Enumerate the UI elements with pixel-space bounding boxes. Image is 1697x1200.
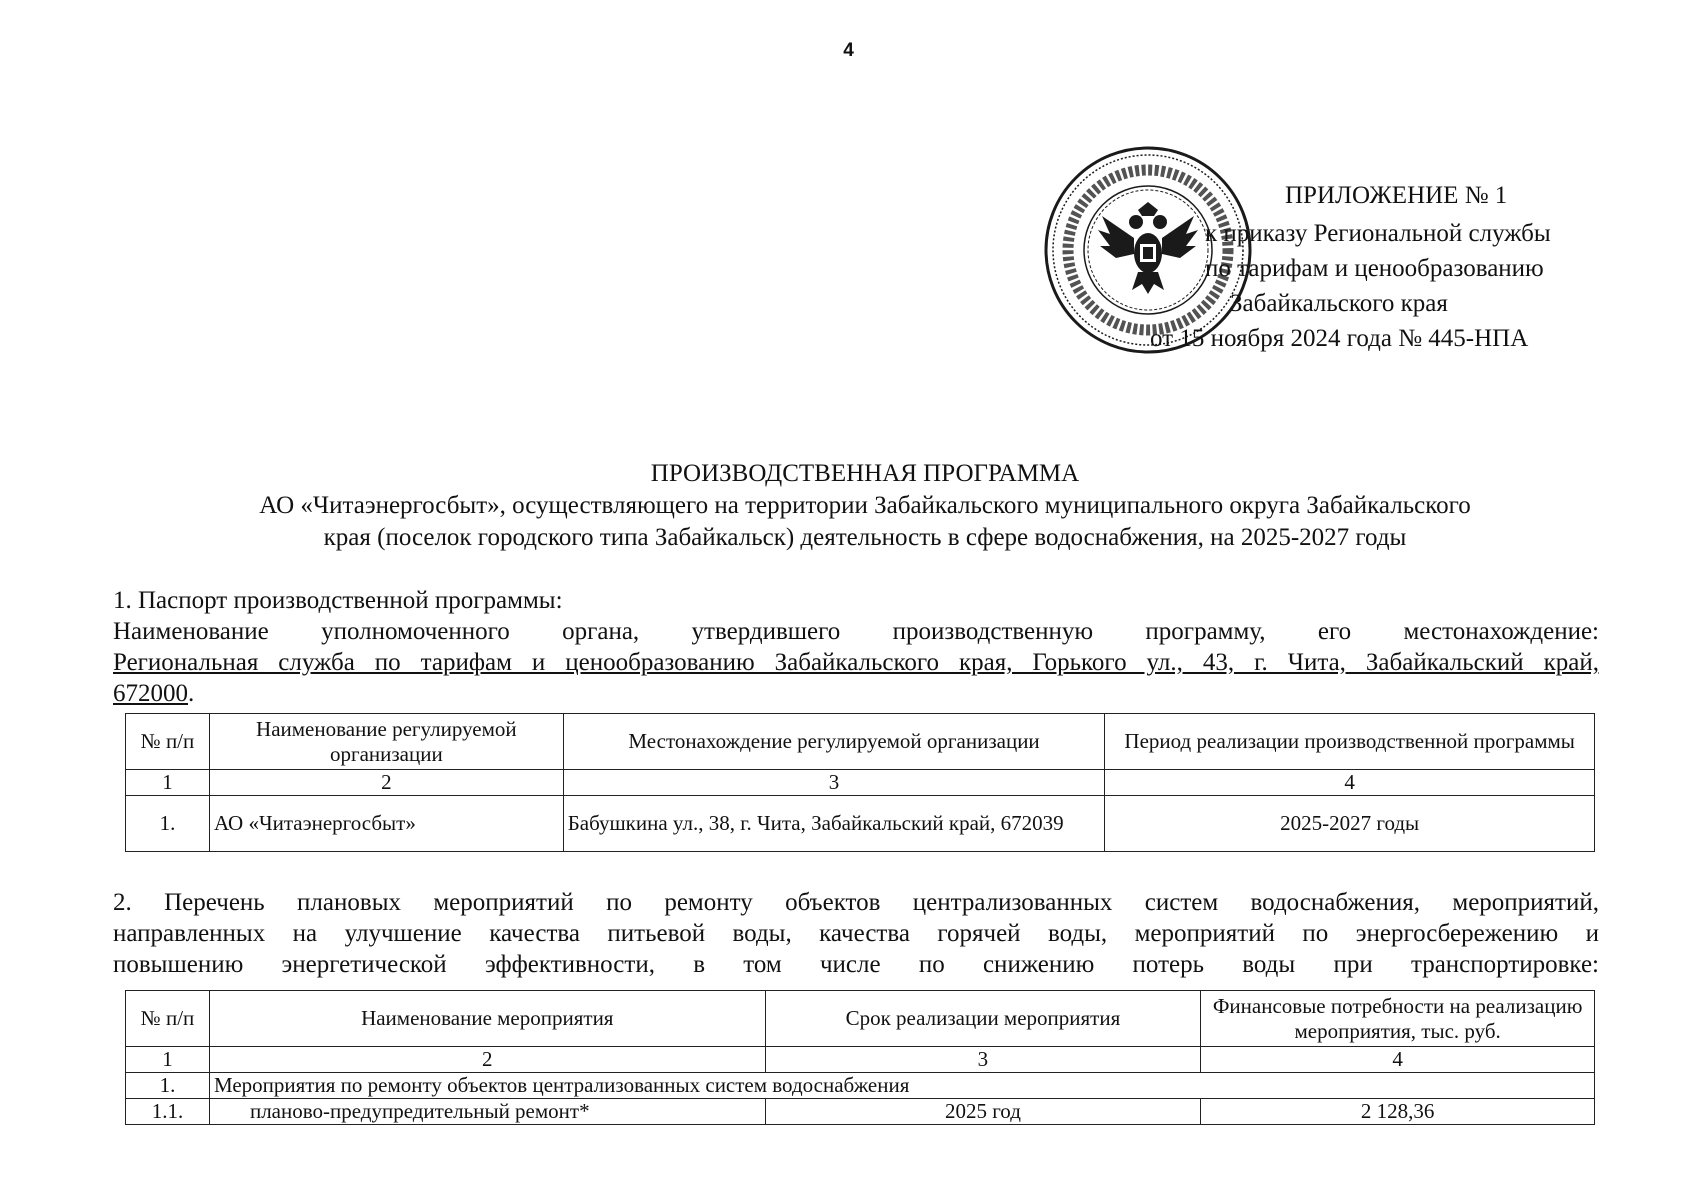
- table-numbering-row: [126, 770, 1595, 796]
- table-cell: 3: [563, 770, 1105, 796]
- authority-line-1: Региональная служба по тарифам и ценообразованию Забайкальского края, Горького ул., 43, г. Чита, Забайкальский край,: [113, 649, 1599, 676]
- table-cell: Бабушкина ул., 38, г. Чита, Забайкальский край, 672039: [563, 796, 1105, 852]
- table-numbering-row: [126, 1047, 1595, 1073]
- table-cell: 2: [209, 770, 563, 796]
- authority-line-2: 672000: [113, 680, 188, 707]
- heading-title: ПРОИЗВОДСТВЕННАЯ ПРОГРАММА: [650, 460, 1080, 487]
- table-cell: АО «Читаэнергосбыт»: [209, 796, 563, 852]
- appendix-line-1: к приказу Региональной службы: [1205, 220, 1551, 247]
- appendix-block: [1150, 178, 1650, 356]
- document-heading: [120, 458, 1610, 554]
- table-header-row: [126, 714, 1595, 770]
- section-1-title: 1. Паспорт производственной программы:: [113, 587, 563, 614]
- table-cell: 2025-2027 годы: [1105, 796, 1595, 852]
- table-group-row: [126, 1073, 1595, 1099]
- table-header-cell: Наименование регулируемой организации: [209, 714, 563, 770]
- measures-table: [125, 990, 1595, 1125]
- page-number: 4: [843, 40, 854, 61]
- appendix-line-3: Забайкальского края: [1230, 290, 1448, 317]
- section-2-line-3: повышению энергетической эффективности, в том числе по снижению потерь воды при транспортировке:: [113, 951, 1599, 978]
- appendix-title: ПРИЛОЖЕНИЕ № 1: [1285, 182, 1508, 209]
- table-cell: 2: [209, 1047, 765, 1073]
- table-cell: 2025 год: [765, 1099, 1201, 1125]
- section-2-line-2: направленных на улучшение качества питьевой воды, качества горячей воды, мероприятий по энергосбережению и: [113, 920, 1599, 947]
- table-header-cell: № п/п: [126, 991, 210, 1047]
- appendix-line-2: по тарифам и ценообразованию: [1205, 255, 1544, 282]
- table-cell: 4: [1105, 770, 1595, 796]
- table-header-cell: Срок реализации мероприятия: [765, 991, 1201, 1047]
- table-row: [126, 1099, 1595, 1125]
- appendix-line-4: от 15 ноября 2024 года № 445-НПА: [1150, 325, 1529, 352]
- table-header-cell: Местонахождение регулируемой организации: [563, 714, 1105, 770]
- table-cell: 4: [1201, 1047, 1595, 1073]
- table-row: [126, 796, 1595, 852]
- passport-table: [125, 713, 1595, 852]
- table-cell: 1.1.: [126, 1099, 210, 1125]
- table-header-cell: Период реализации производственной программы: [1105, 714, 1595, 770]
- table-cell: 3: [765, 1047, 1201, 1073]
- table-cell: планово-предупредительный ремонт*: [209, 1099, 765, 1125]
- heading-line-2: АО «Читаэнергосбыт», осуществляющего на территории Забайкальского муниципального округа Забайкальского: [259, 492, 1471, 519]
- section-1-intro: Наименование уполномоченного органа, утвердившего производственную программу, его местонахождение:: [113, 618, 1599, 645]
- table-header-cell: Финансовые потребности на реализацию мероприятия, тыс. руб.: [1201, 991, 1595, 1047]
- table-header-row: [126, 991, 1595, 1047]
- table-cell: 1: [126, 770, 210, 796]
- table-cell: 2 128,36: [1201, 1099, 1595, 1125]
- table-header-cell: Наименование мероприятия: [209, 991, 765, 1047]
- authority-end: .: [188, 680, 195, 707]
- heading-line-3: края (поселок городского типа Забайкальск) деятельность в сфере водоснабжения, на 2025-2027 годы: [323, 524, 1407, 551]
- table-cell: 1.: [126, 1073, 210, 1099]
- section-2-line-1: 2. Перечень плановых мероприятий по ремонту объектов централизованных систем водоснабжения, мероприятий,: [113, 889, 1599, 916]
- section-1: [113, 585, 1599, 709]
- table-header-cell: № п/п: [126, 714, 210, 770]
- section-2: [113, 887, 1599, 980]
- table-cell: 1: [126, 1047, 210, 1073]
- table-cell: 1.: [126, 796, 210, 852]
- table-group-title: Мероприятия по ремонту объектов централизованных систем водоснабжения: [209, 1073, 1594, 1099]
